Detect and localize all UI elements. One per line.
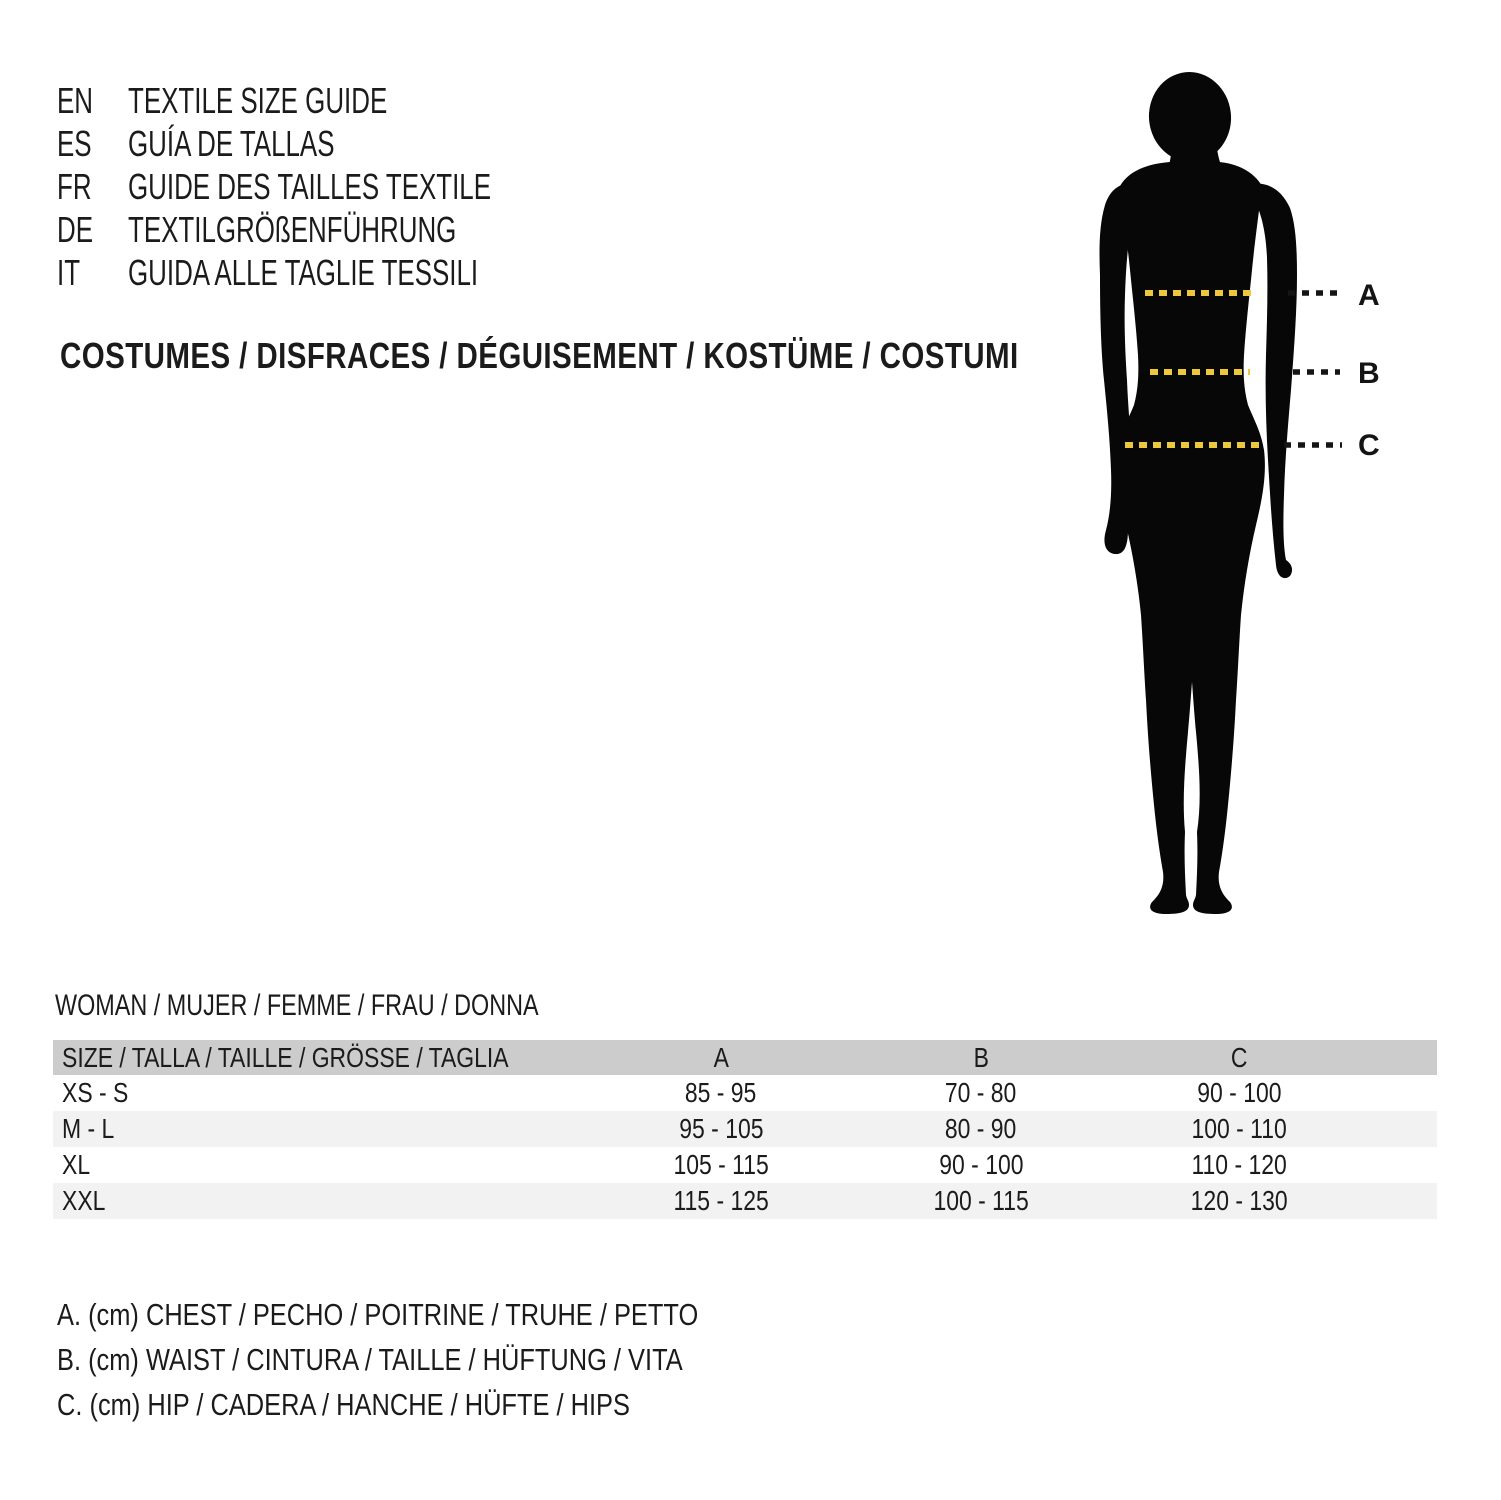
table-row-xxl <box>53 1183 1437 1219</box>
header-col-c: C <box>1231 1042 1248 1073</box>
lang-row-en <box>57 79 632 122</box>
size-cell: XXL <box>62 1185 106 1216</box>
waist-cell: 100 - 115 <box>933 1185 1029 1216</box>
woman-silhouette <box>1100 68 1297 914</box>
lang-title-it: GUIDA ALLE TAGLIE TESSILI <box>128 252 479 293</box>
table-header-row <box>53 1040 1437 1075</box>
chest-cell: 105 - 115 <box>673 1149 769 1180</box>
header-size-col: SIZE / TALLA / TAILLE / GRÖSSE / TAGLIA <box>62 1042 509 1073</box>
language-title-list <box>57 79 632 294</box>
waist-cell: 80 - 90 <box>945 1113 1017 1144</box>
waist-cell: 70 - 80 <box>945 1077 1017 1108</box>
lang-row-fr <box>57 165 632 208</box>
lang-code-en: EN <box>57 80 94 121</box>
size-cell: M - L <box>62 1113 115 1144</box>
legend-waist: B. (cm) WAIST / CINTURA / TAILLE / HÜFTUNG / VITA <box>57 1342 683 1377</box>
lang-title-es: GUÍA DE TALLAS <box>128 123 335 164</box>
lang-code-it: IT <box>57 252 81 293</box>
legend-hip: C. (cm) HIP / CADERA / HANCHE / HÜFTE / HIPS <box>57 1387 630 1422</box>
lang-row-it <box>57 251 632 294</box>
section-label-woman: WOMAN / MUJER / FEMME / FRAU / DONNA <box>55 989 539 1022</box>
hip-cell: 90 - 100 <box>1197 1077 1282 1108</box>
waist-cell: 90 - 100 <box>938 1149 1024 1180</box>
lang-row-es <box>57 122 632 165</box>
measurement-figure <box>1000 60 1400 960</box>
hip-cell: 100 - 110 <box>1191 1113 1288 1144</box>
lang-code-es: ES <box>57 123 92 164</box>
chest-cell: 115 - 125 <box>673 1185 769 1216</box>
lang-code-de: DE <box>57 209 94 250</box>
lang-code-fr: FR <box>57 166 92 207</box>
size-table <box>53 1040 1437 1219</box>
lang-title-fr: GUIDE DES TAILLES TEXTILE <box>128 166 492 207</box>
header-col-b: B <box>973 1042 989 1073</box>
table-row-m-l <box>53 1111 1437 1147</box>
table-row-xs-s <box>53 1075 1437 1111</box>
hip-cell: 110 - 120 <box>1191 1149 1288 1180</box>
label-a: A <box>1358 279 1380 312</box>
label-c: C <box>1358 429 1380 462</box>
hip-cell: 120 - 130 <box>1190 1185 1288 1216</box>
legend-chest: A. (cm) CHEST / PECHO / POITRINE / TRUHE / PETTO <box>57 1297 699 1332</box>
lang-title-en: TEXTILE SIZE GUIDE <box>128 80 388 121</box>
label-b: B <box>1358 357 1380 390</box>
header-col-a: A <box>713 1042 729 1073</box>
size-cell: XL <box>62 1149 91 1180</box>
chest-cell: 85 - 95 <box>685 1077 757 1108</box>
table-row-xl <box>53 1147 1437 1183</box>
size-cell: XS - S <box>62 1077 129 1108</box>
measurement-legend <box>57 1292 839 1427</box>
category-heading: COSTUMES / DISFRACES / DÉGUISEMENT / KOSTÜME / COSTUMI <box>60 335 1019 376</box>
chest-cell: 95 - 105 <box>678 1113 764 1144</box>
lang-title-de: TEXTILGRÖßENFÜHRUNG <box>128 209 457 250</box>
lang-row-de <box>57 208 632 251</box>
woman-silhouette-svg <box>1000 60 1400 960</box>
torso-legs <box>1117 162 1265 914</box>
